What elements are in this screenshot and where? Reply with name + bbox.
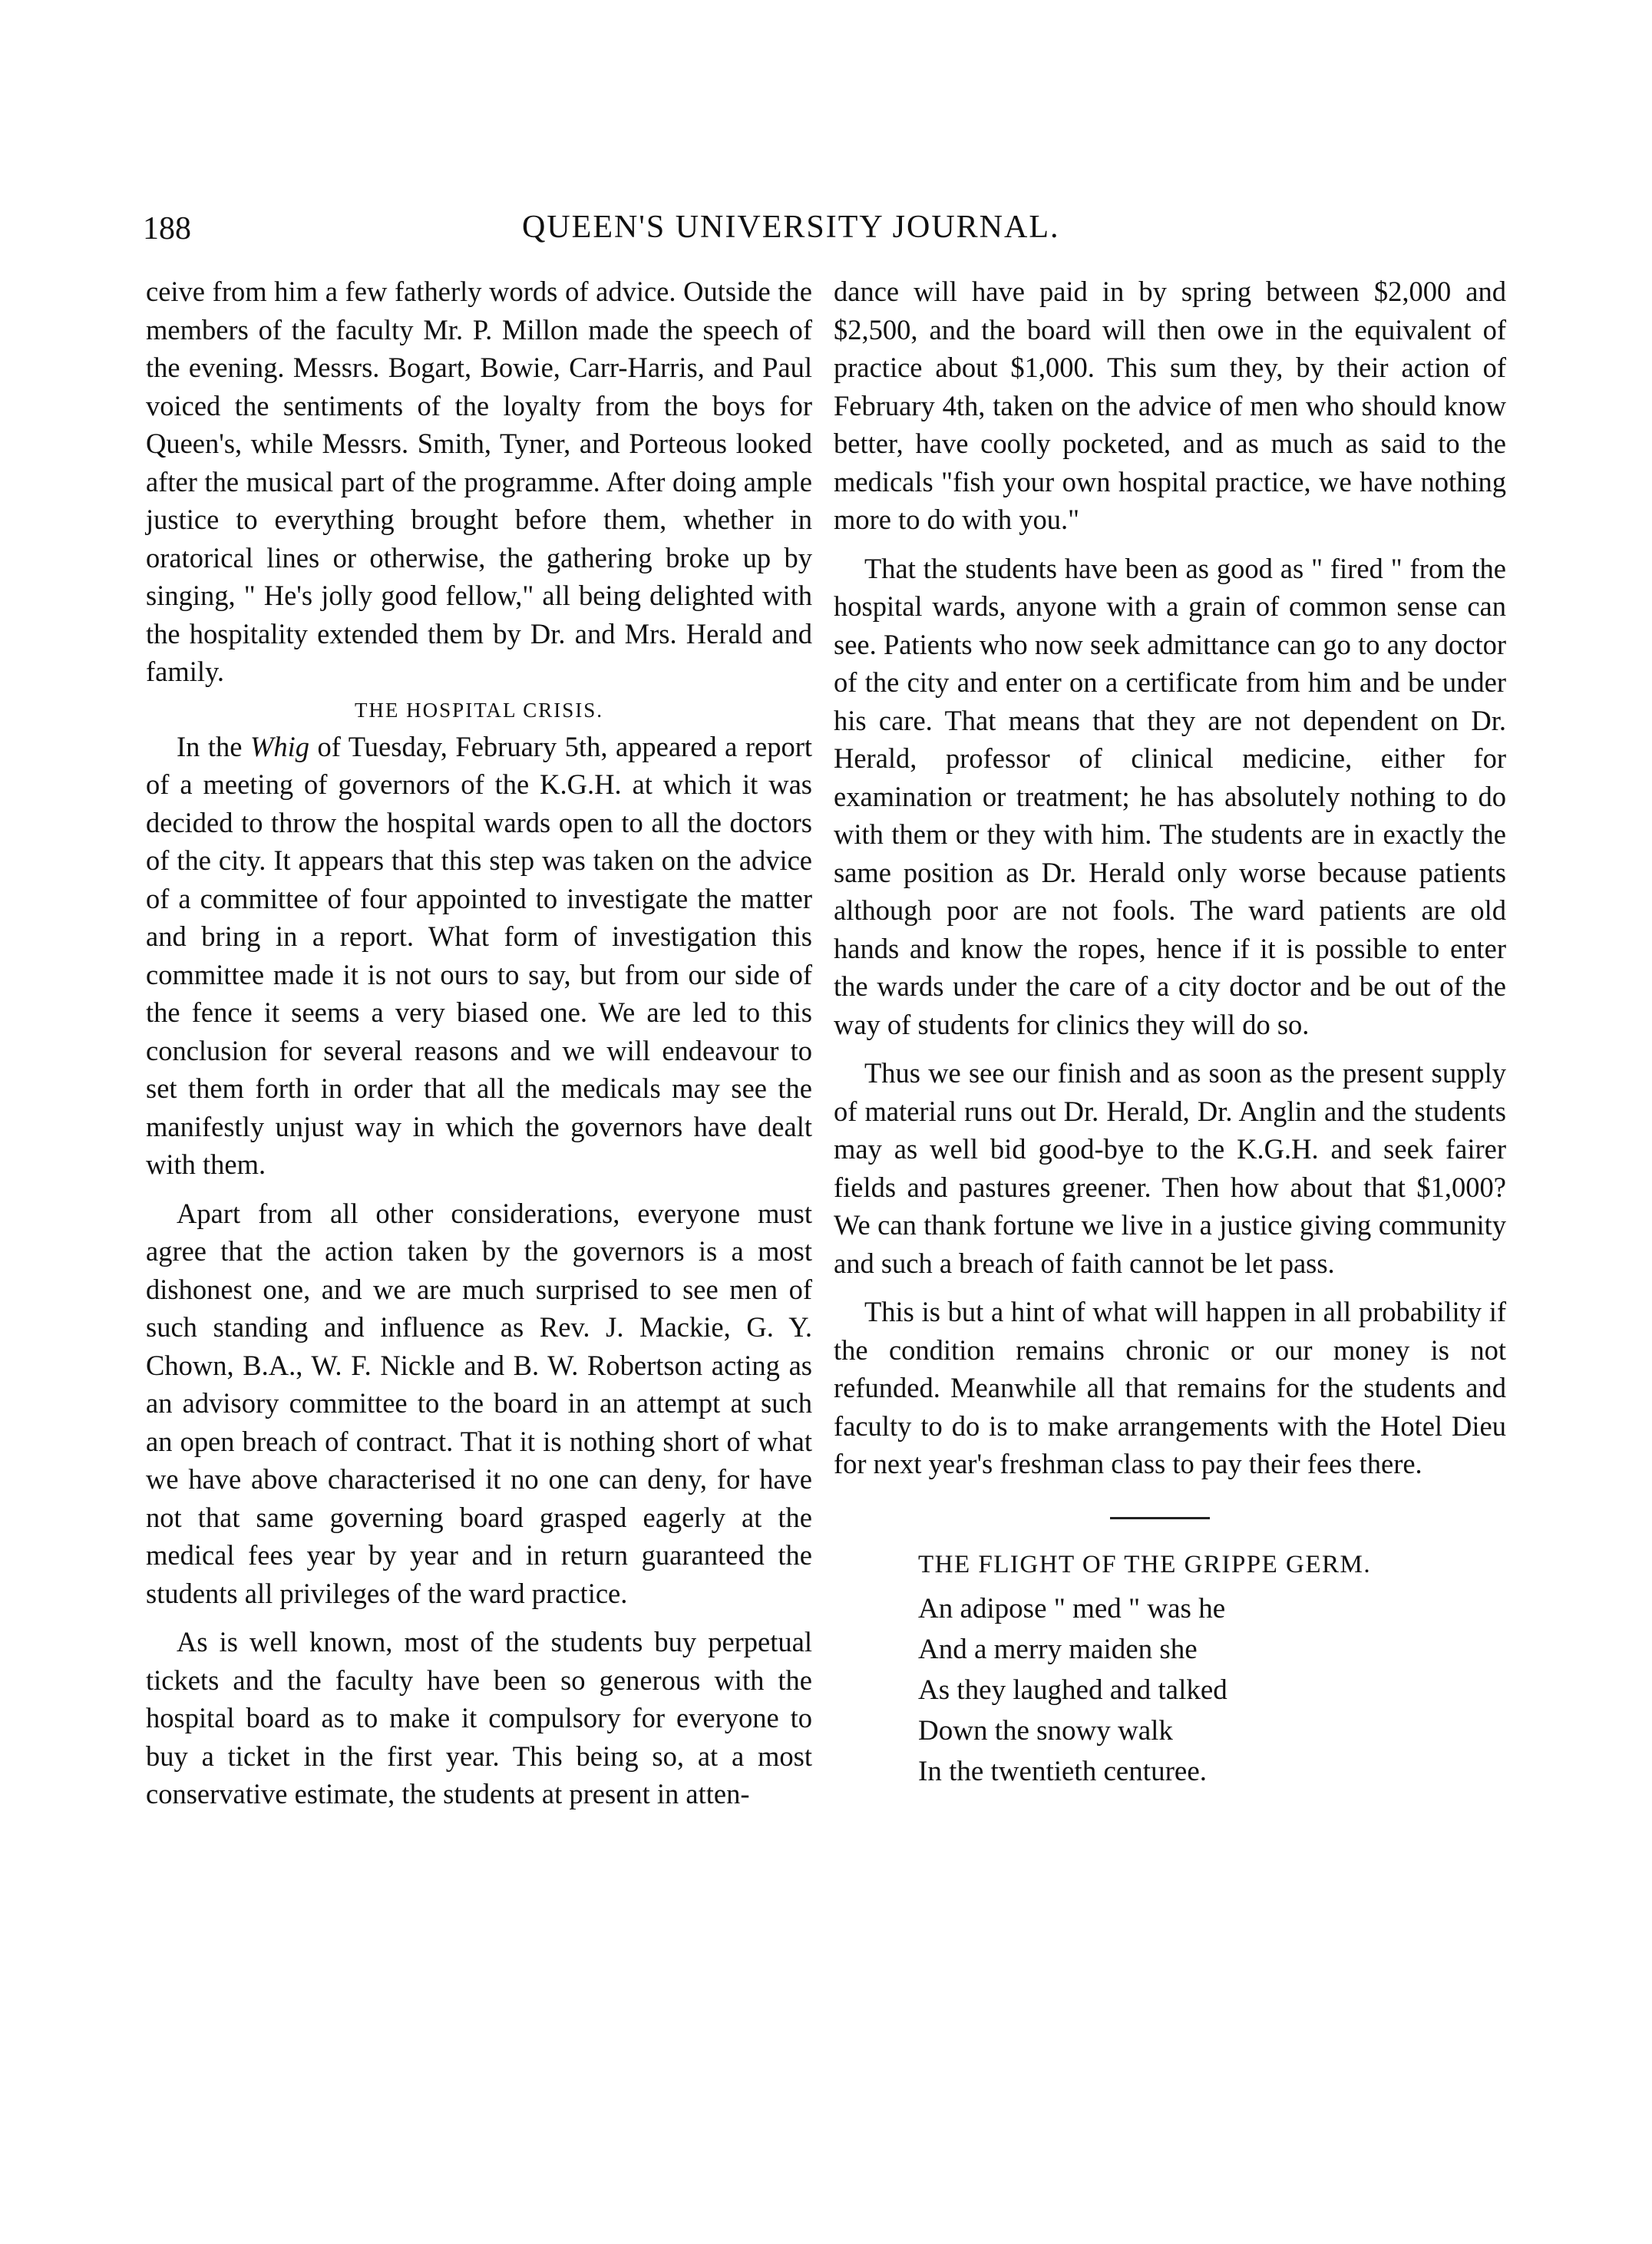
right-column <box>834 273 1506 1792</box>
poem-line: As they laughed and talked <box>918 1674 1227 1706</box>
paragraph: ceive from him a few fatherly words of advice. Outside the members of the faculty Mr. P. Millon made the speech of the evening. Messrs. Bogart, Bowie, Carr-Harris, and Paul voiced the sentiments of the loyalty from the boys for Queen's, while Messrs. Smith, Tyner, and Porteous looked after the musical part of the programme. After doing ample justice to everything brought before them, whether in oratorical lines or otherwise, the gathering broke up by singing, " He's jolly good fellow," all being delighted with the hospitality extended them by Dr. and Mrs. Herald and family. <box>146 276 812 687</box>
left-column <box>146 273 812 1813</box>
page-number: 188 <box>143 211 191 246</box>
divider-rule <box>1110 1517 1210 1519</box>
paragraph: That the students have been as good as " fired " from the hospital wards, anyone with a grain of common sense can see. Patients who now seek admittance can go to any doctor of the city and enter on a certificate from him and be under his care. That means that they are not dependent on Dr. Herald, professor of clinical medicine, either for examination or treatment; he has absolutely nothing to do with them or they with him. The students are in exactly the same position as Dr. Herald only worse because patients although poor are not fools. The ward patients are old hands and know the ropes, hence if it is possible to enter the wards under the care of a city doctor and be out of the way of students for clinics they will do so. <box>834 552 1506 1040</box>
paragraph-text: of Tuesday, February 5th, appeared a report of a meeting of governors of the K.G.H. at which it was decided to throw the hospital wards open to all the doctors of the city. It appears that this step was taken on the advice of a committee of four appointed to investigate the matter and bring in a report. What form of investigation this committee made it is not ours to say, but from our side of the fence it seems a very biased one. We are led to this conclusion for several reasons and we will endeavour to set them forth in order that all the medicals may see the manifestly unjust way in which the governors have dealt with them. <box>146 730 812 1180</box>
paragraph: This is but a hint of what will happen in all probability if the condition remains chronic or our money is not refunded. Meanwhile all that remains for the students and faculty to do is to make arrangements with the Hotel Dieu for next year's freshman class to pay their fees there. <box>834 1296 1506 1479</box>
paragraph: Apart from all other considerations, everyone must agree that the action taken by the governors is a most dishonest one, and we are much surprised to see men of such standing and influence as Rev. J. Mackie, G. Y. Chown, B.A., W. F. Nickle and B. W. Robertson acting as an advisory committee to the board in an attempt at such an open breach of contract. That it is nothing short of what we have above characterised it no one can deny, for have not that same governing board grasped eagerly at the medical fees year by year and in return guaranteed the students all privileges of the ward practice. <box>146 1197 812 1609</box>
paragraph: Thus we see our finish and as soon as the present supply of material runs out Dr. Herald, Dr. Anglin and the students may as well bid good-bye to the K.G.H. and seek fairer fields and pastures greener. Then how about that $1,000? We can thank fortune we live in a justice giving community and such a breach of faith cannot be let pass. <box>834 1057 1506 1279</box>
poem-line: An adipose " med " was he <box>918 1592 1226 1624</box>
running-head: QUEEN'S UNIVERSITY JOURNAL. <box>522 210 1060 245</box>
paragraph: As is well known, most of the students buy perpetual tickets and the faculty have been so generous with the hospital board as to make it compulsory for everyone to buy a ticket in the first year. This being so, at a most conservative estimate, the students at present in atten- <box>146 1626 812 1809</box>
paragraph <box>146 728 812 1184</box>
poem-line: Down the snowy walk <box>918 1714 1173 1747</box>
poem-title: THE FLIGHT OF THE GRIPPE GERM. <box>918 1550 1372 1578</box>
poem-line: And a merry maiden she <box>918 1633 1198 1665</box>
paragraph: dance will have paid in by spring between $2,000 and $2,500, and the board will then owe in the equivalent of practice about $1,000. This sum they, by their action of February 4th, taken on the advice of men who should know better, have coolly pocketed, and as much as said to the medicals "fish your own hospital practice, we have nothing more to do with you." <box>834 276 1506 535</box>
section-heading: THE HOSPITAL CRISIS. <box>354 698 604 722</box>
poem-line: In the twentieth centuree. <box>918 1755 1207 1787</box>
newspaper-name: Whig <box>250 730 310 762</box>
paragraph-text: In the <box>177 730 250 762</box>
